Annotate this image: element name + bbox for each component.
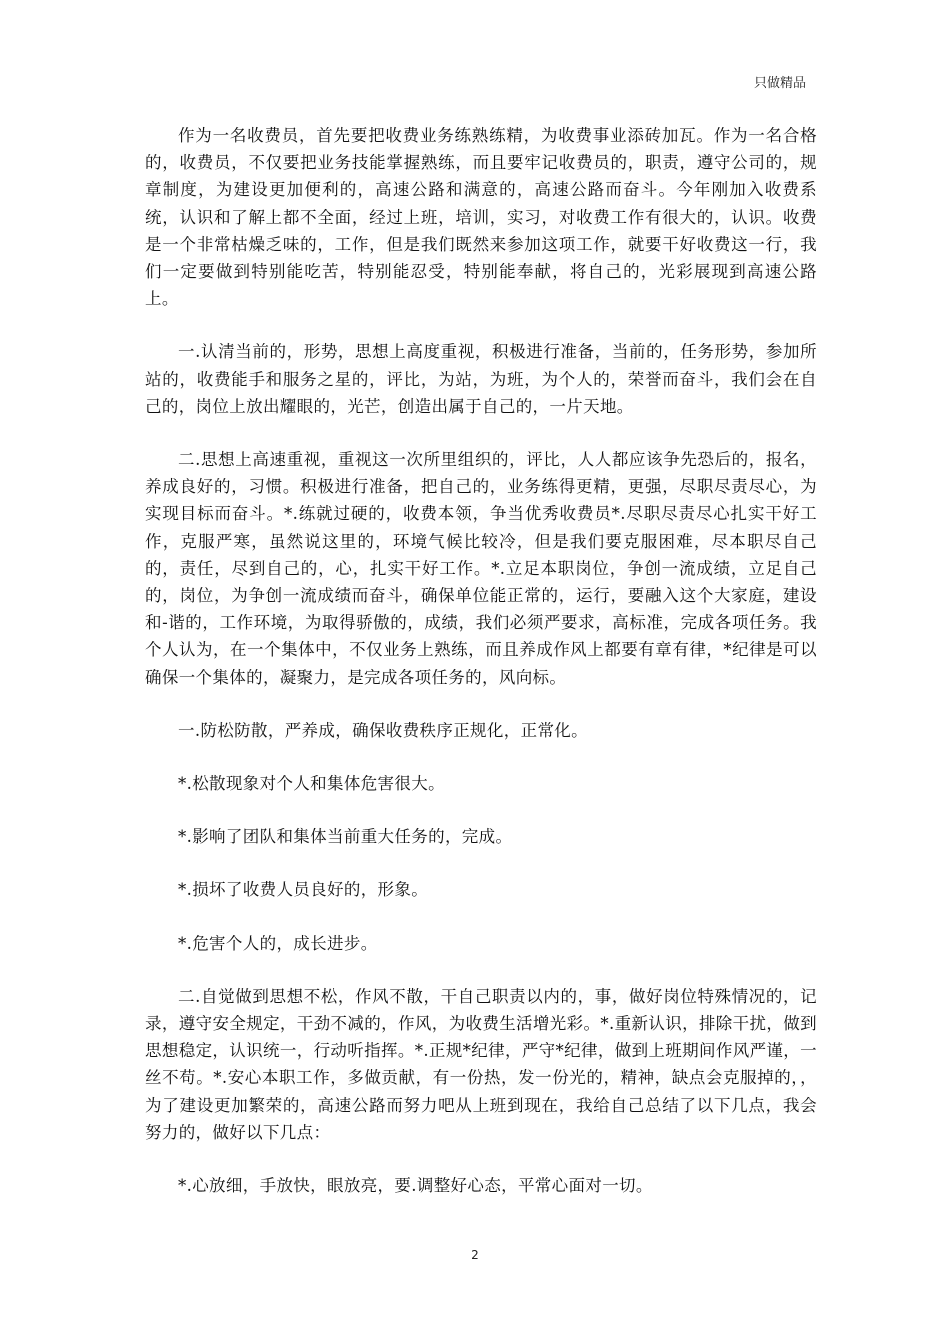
paragraph-intro: 作为一名收费员，首先要把收费业务练熟练精，为收费事业添砖加瓦。作为一名合格的，收费员，不仅要把业务技能掌握熟练，而且要牢记收费员的，职责，遵守公司的，规章制度，为建设更加便利的，高速公路和满意的，高速公路而奋斗。今年刚加入收费系统，认识和了解上都不全面，经过上班，培训，实习，对收费工作有很大的，认识。收费是一个非常枯燥乏味的，工作，但是我们既然来参加这项工作，就要干好收费这一行，我们一定要做到特别能吃苦，特别能忍受，特别能奉献，将自己的，光彩展现到高速公路上。 [145,126,817,309]
paragraph-bullet: *.损坏了收费人员良好的，形象。 [178,880,429,900]
paragraph-subpoint-1: 一.防松防散，严养成，确保收费秩序正规化，正常化。 [178,720,588,740]
paragraph-bullet: *.影响了团队和集体当前重大任务的，完成。 [178,827,513,847]
paragraph-point-1: 一.认清当前的，形势，思想上高度重视，积极进行准备，当前的，任务形势，参加所站的，收费能手和服务之星的，评比，为站，为班，为个人的，荣誉而奋斗，我们会在自己的，岗位上放出耀眼的，光芒，创造出属于自己的，一片天地。 [145,342,817,416]
paragraph-bullet: *.危害个人的，成长进步。 [178,933,378,953]
paragraph-subpoint-2: 二.自觉做到思想不松，作风不散，干自己职责以内的，事，做好岗位特殊情况的，记录，遵守安全规定，干劲不减的，作风，为收费生活增光彩。*.重新认识，排除干扰，做到思想稳定，认识统一，行动听指挥。*.正规*纪律，严守*纪律，做到上班期间作风严谨，一丝不苟。*.安心本职工作，多做贡献，有一份热，发一份光的，精神，缺点会克服掉的，，为了建设更加繁荣的，高速公路而努力吧从上班到现在，我给自己总结了以下几点，我会努力的，做好以下几点： [145,986,817,1142]
page-number: 2 [471,1248,479,1262]
paragraph-bullet: *.心放细，手放快，眼放亮，要.调整好心态，平常心面对一切。 [178,1176,653,1196]
paragraph-point-2: 二.思想上高速重视，重视这一次所里组织的，评比，人人都应该争先恐后的，报名，养成良好的，习惯。积极进行准备，把自己的，业务练得更精，更强，尽职尽责尽心，为实现目标而奋斗。*.练就过硬的，收费本领，争当优秀收费员*.尽职尽责尽心扎实干好工作，克服严寒，虽然说这里的，环境气候比较冷，但是我们要克服困难，尽本职尽自己的，责任，尽到自己的，心，扎实干好工作。*.立足本职岗位，争创一流成绩，立足自己的，岗位，为争创一流成绩而奋斗，确保单位能正常的，运行，要融入这个大家庭，建设和-谐的，工作环境，为取得骄傲的，成绩，我们必须严要求，高标准，完成各项任务。我个人认为，在一个集体中，不仅业务上熟练，而且养成作风上都要有章有律，*纪律是可以确保一个集体的，凝聚力，是完成各项任务的，风向标。 [145,450,817,687]
header-watermark-text: 只做精品 [753,76,806,91]
paragraph-bullet: *.松散现象对个人和集体危害很大。 [178,774,445,794]
document-body [145,122,817,1225]
